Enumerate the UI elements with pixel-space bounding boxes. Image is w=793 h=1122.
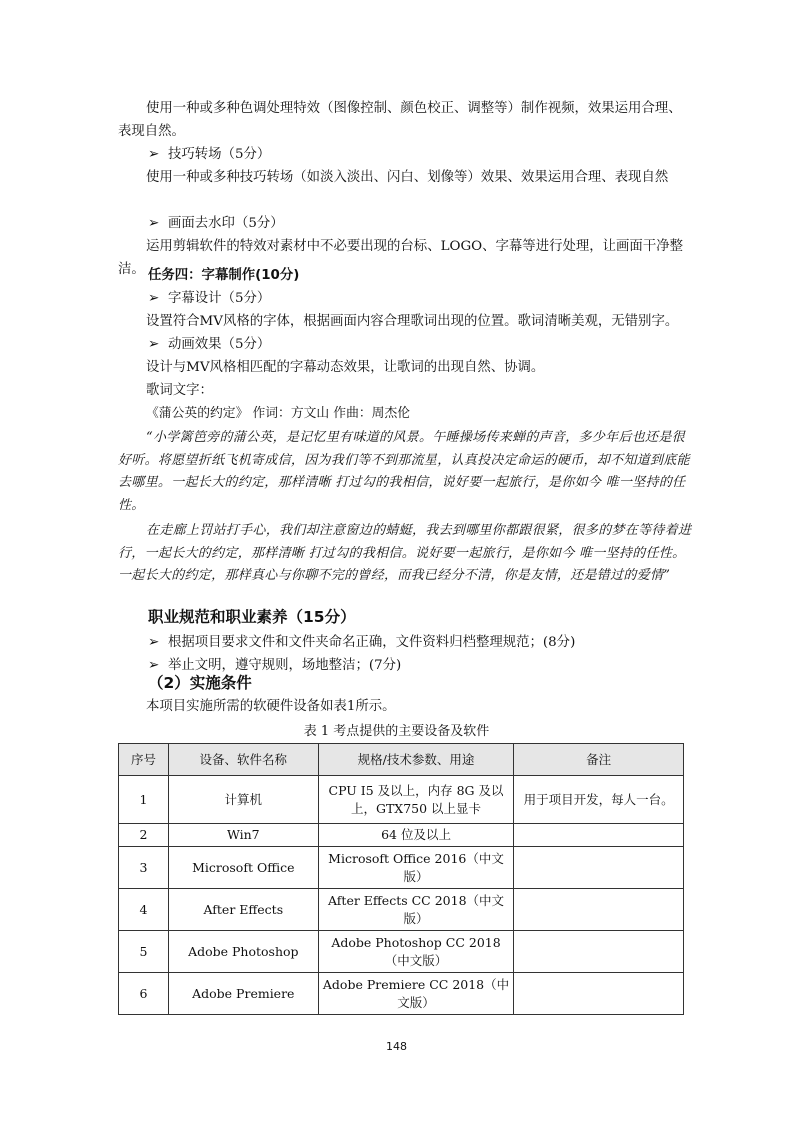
cell-name: 计算机 [168, 776, 318, 824]
cell-note [514, 847, 684, 889]
table-row [119, 847, 684, 889]
arrow-bullet-icon: ➢ [148, 147, 160, 162]
table-row [119, 776, 684, 824]
cell-note: 用于项目开发，每人一台。 [514, 776, 684, 824]
task-four-heading: 任务四：字幕制作(10分) [148, 268, 300, 283]
cell-number: 1 [119, 776, 169, 824]
arrow-bullet-icon: ➢ [148, 291, 160, 306]
arrow-bullet-icon: ➢ [148, 635, 160, 650]
cell-name: Adobe Premiere [168, 973, 318, 1015]
bullet-subtitle-design: ➢ 字幕设计（5分） [148, 287, 270, 310]
bullet-transition: ➢ 技巧转场（5分） [148, 143, 270, 166]
arrow-bullet-icon: ➢ [148, 658, 160, 673]
paragraph-color-effects: 使用一种或多种色调处理特效（图像控制、颜色校正、调整等）制作视频，效果运用合理、表现自然。 [118, 101, 682, 139]
arrow-bullet-icon: ➢ [148, 337, 160, 352]
cell-spec: Adobe Premiere CC 2018（中文版） [318, 973, 514, 1015]
cell-number: 4 [119, 889, 169, 931]
bullet-file-naming: ➢ 根据项目要求文件和文件夹命名正确，文件资料归档整理规范；(8分) [148, 631, 575, 654]
header-spec: 规格/技术参数、用途 [318, 744, 514, 776]
page-number: 148 [386, 1040, 407, 1053]
cell-number: 6 [119, 973, 169, 1015]
table-row [119, 931, 684, 973]
bullet-animation: ➢ 动画效果（5分） [148, 333, 270, 356]
header-name: 设备、软件名称 [168, 744, 318, 776]
cell-note [514, 931, 684, 973]
table-caption: 表 1 考点提供的主要设备及软件 [303, 724, 490, 739]
table-row [119, 973, 684, 1015]
cell-spec: After Effects CC 2018（中文版） [318, 889, 514, 931]
paragraph-transition: 使用一种或多种技巧转场（如淡入淡出、闪白、划像等）效果、效果运用合理、表现自然 [146, 170, 669, 185]
cell-note [514, 824, 684, 847]
cell-note [514, 973, 684, 1015]
paragraph-watermark: 运用剪辑软件的特效对素材中不必要出现的台标、LOGO、字幕等进行处理，让画面干净整洁。 [118, 239, 683, 277]
cell-number: 2 [119, 824, 169, 847]
cell-spec: Adobe Photoshop CC 2018（中文版） [318, 931, 514, 973]
paragraph-animation: 设计与MV风格相匹配的字幕动态效果，让歌词的出现自然、协调。 [146, 360, 545, 375]
cell-number: 5 [119, 931, 169, 973]
table-header-row [119, 744, 684, 776]
paragraph-table-intro: 本项目实施所需的软硬件设备如表1所示。 [146, 699, 396, 714]
paragraph-subtitle-design: 设置符合MV风格的字体，根据画面内容合理歌词出现的位置。歌词清晰美观，无错别字。 [146, 314, 679, 329]
song-info: 《蒲公英的约定》 作词：方文山 作曲：周杰伦 [146, 406, 411, 421]
header-number: 序号 [119, 744, 169, 776]
header-note: 备注 [514, 744, 684, 776]
cell-spec: CPU I5 及以上，内存 8G 及以上，GTX750 以上显卡 [318, 776, 514, 824]
lyrics-label: 歌词文字： [146, 383, 213, 398]
cell-number: 3 [119, 847, 169, 889]
arrow-bullet-icon: ➢ [148, 216, 160, 231]
cell-spec: Microsoft Office 2016（中文版） [318, 847, 514, 889]
cell-name: Adobe Photoshop [168, 931, 318, 973]
lyrics-paragraph-1: “小学篱笆旁的蒲公英，是记忆里有味道的风景。午睡操场传来蝉的声音，多少年后也还是很好听。将愿望折纸飞机寄成信，因为我们等不到那流星，认真投决定命运的硬币，却不知道到底能去哪里。一起长大的约定，那样清晰 打过勾的我相信，说好要一起旅行，是你如今 唯一坚持的任性。 [118, 430, 690, 513]
bullet-watermark: ➢ 画面去水印（5分） [148, 212, 284, 235]
cell-name: After Effects [168, 889, 318, 931]
table-row [119, 889, 684, 931]
professional-standards-heading: 职业规范和职业素养（15分） [148, 608, 356, 626]
lyrics-paragraph-2: 在走廊上罚站打手心，我们却注意窗边的蜻蜓，我去到哪里你都跟很紧，很多的梦在等待着进行，一起长大的约定，那样清晰 打过勾的我相信。说好要一起旅行，是你如今 唯一坚持的任性。一起长大的约定，那样真心与你聊不完的曾经，而我已经分不清，你是友情，还是错过的爱情” [118, 523, 692, 584]
bullet-conduct: ➢ 举止文明，遵守规则，场地整洁；(7分) [148, 654, 401, 677]
cell-spec: 64 位及以上 [318, 824, 514, 847]
table-row [119, 824, 684, 847]
implementation-conditions-heading: （2）实施条件 [148, 674, 252, 692]
equipment-table [118, 743, 684, 1015]
cell-name: Win7 [168, 824, 318, 847]
cell-note [514, 889, 684, 931]
cell-name: Microsoft Office [168, 847, 318, 889]
